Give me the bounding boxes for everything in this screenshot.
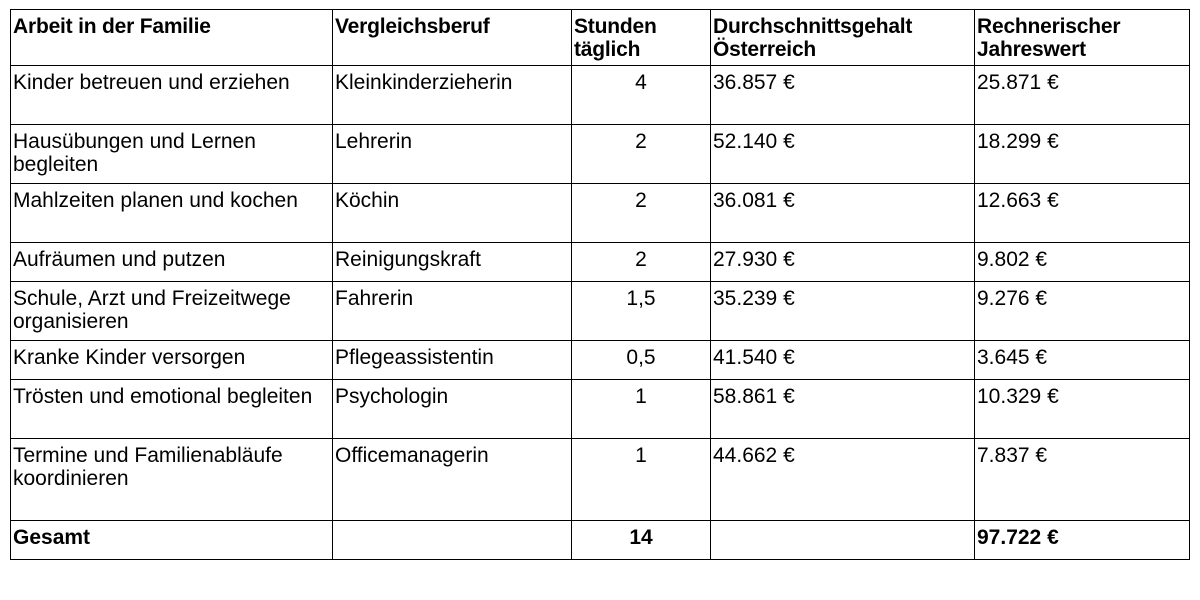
- cell-job: Lehrerin: [333, 125, 572, 184]
- total-annual: 97.722 €: [975, 521, 1190, 560]
- cell-task: Kranke Kinder versorgen: [11, 341, 333, 380]
- total-row: [11, 521, 1190, 560]
- table-row: [11, 243, 1190, 282]
- cell-salary: 58.861 €: [711, 380, 975, 439]
- table-row: [11, 184, 1190, 243]
- header-annual: Rechnerischer Jahreswert: [975, 10, 1190, 66]
- cell-hours: 1: [572, 380, 711, 439]
- cell-task: Hausübungen und Lernen begleiten: [11, 125, 333, 184]
- family-work-value-table: [10, 9, 1190, 560]
- cell-hours: 1: [572, 439, 711, 521]
- cell-task: Mahlzeiten planen und kochen: [11, 184, 333, 243]
- cell-job: Fahrerin: [333, 282, 572, 341]
- cell-job: Psychologin: [333, 380, 572, 439]
- table-row: [11, 439, 1190, 521]
- cell-salary: 36.081 €: [711, 184, 975, 243]
- cell-annual: 25.871 €: [975, 66, 1190, 125]
- cell-salary: 36.857 €: [711, 66, 975, 125]
- header-task: Arbeit in der Familie: [11, 10, 333, 66]
- cell-salary: 44.662 €: [711, 439, 975, 521]
- cell-annual: 9.276 €: [975, 282, 1190, 341]
- header-salary: Durchschnittsgehalt Österreich: [711, 10, 975, 66]
- cell-job: Reinigungskraft: [333, 243, 572, 282]
- cell-job: Pflegeassistentin: [333, 341, 572, 380]
- cell-hours: 1,5: [572, 282, 711, 341]
- header-job: Vergleichsberuf: [333, 10, 572, 66]
- cell-task: Schule, Arzt und Freizeitwege organisieren: [11, 282, 333, 341]
- header-hours: Stunden täglich: [572, 10, 711, 66]
- cell-task: Kinder betreuen und erziehen: [11, 66, 333, 125]
- table-row: [11, 66, 1190, 125]
- total-label: Gesamt: [11, 521, 333, 560]
- total-salary: [711, 521, 975, 560]
- cell-task: Aufräumen und putzen: [11, 243, 333, 282]
- cell-annual: 7.837 €: [975, 439, 1190, 521]
- cell-job: Köchin: [333, 184, 572, 243]
- cell-salary: 41.540 €: [711, 341, 975, 380]
- table-row: [11, 125, 1190, 184]
- cell-task: Trösten und emotional begleiten: [11, 380, 333, 439]
- cell-hours: 2: [572, 184, 711, 243]
- table-row: [11, 282, 1190, 341]
- total-hours: 14: [572, 521, 711, 560]
- cell-task: Termine und Familienabläufe koordinieren: [11, 439, 333, 521]
- cell-salary: 52.140 €: [711, 125, 975, 184]
- cell-hours: 2: [572, 125, 711, 184]
- cell-hours: 2: [572, 243, 711, 282]
- cell-annual: 12.663 €: [975, 184, 1190, 243]
- total-job: [333, 521, 572, 560]
- table-row: [11, 380, 1190, 439]
- table-header-row: [11, 10, 1190, 66]
- cell-job: Officemanagerin: [333, 439, 572, 521]
- cell-hours: 0,5: [572, 341, 711, 380]
- cell-salary: 27.930 €: [711, 243, 975, 282]
- cell-annual: 9.802 €: [975, 243, 1190, 282]
- cell-hours: 4: [572, 66, 711, 125]
- table-row: [11, 341, 1190, 380]
- cell-annual: 18.299 €: [975, 125, 1190, 184]
- cell-job: Kleinkinderzieherin: [333, 66, 572, 125]
- cell-annual: 3.645 €: [975, 341, 1190, 380]
- cell-salary: 35.239 €: [711, 282, 975, 341]
- cell-annual: 10.329 €: [975, 380, 1190, 439]
